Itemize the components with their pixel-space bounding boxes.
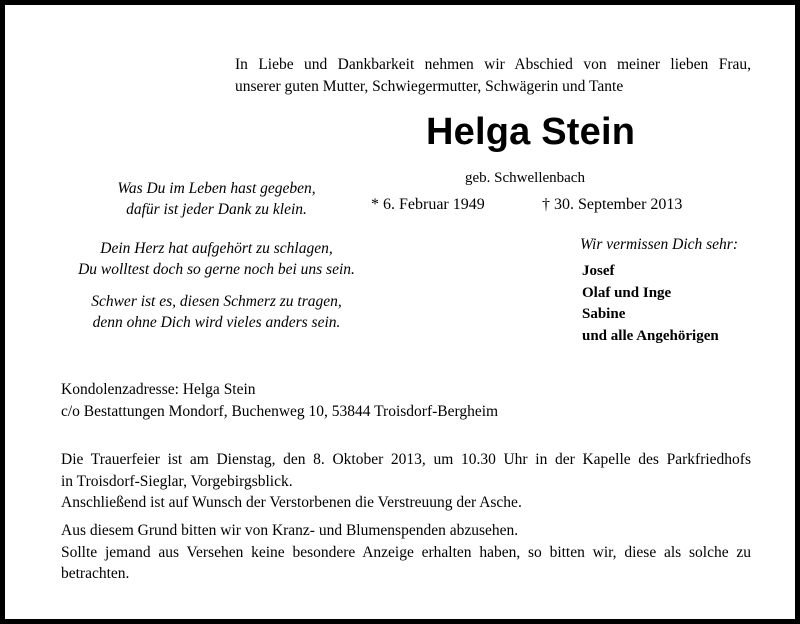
verse-2 (55, 238, 378, 280)
mourner-name: und alle Angehörigen (582, 327, 719, 344)
verse-line: dafür ist jeder Dank zu klein. (126, 201, 307, 218)
verse-3 (55, 291, 378, 333)
mourners-heading: Wir vermissen Dich sehr: (580, 236, 738, 253)
verse-line: Dein Herz hat aufgehört zu schlagen, (100, 240, 333, 257)
birth-date: * 6. Februar 1949 (371, 196, 485, 213)
mourners-list (582, 261, 719, 347)
intro-text (235, 54, 751, 98)
ceremony-details (61, 449, 751, 514)
notes-line-2: Sollte jemand aus Versehen keine besondere Anzeige erhalten haben, so bitten wir, diese als solche zu (61, 543, 751, 561)
condolence-line-1: Kondolenzadresse: Helga Stein (61, 381, 256, 398)
ceremony-line-2: in Troisdorf-Sieglar, Vorgebirgsblick. (61, 472, 293, 490)
mourner-name: Olaf und Inge (582, 284, 672, 301)
death-date: † 30. September 2013 (542, 196, 683, 213)
ceremony-line-1: Die Trauerfeier ist am Dienstag, den 8. Oktober 2013, um 10.30 Uhr in der Kapelle des Parkfriedhofs (61, 451, 751, 468)
verse-line: denn ohne Dich wird vieles anders sein. (92, 314, 341, 331)
verse-line: Du wolltest doch so gerne noch bei uns sein. (78, 261, 355, 278)
notes-line-3: betrachten. (61, 565, 130, 582)
notes-line-1: Aus diesem Grund bitten wir von Kranz- und Blumenspenden abzusehen. (61, 522, 519, 539)
verse-1 (55, 178, 378, 220)
maiden-name: geb. Schwellenbach (465, 170, 585, 186)
condolence-line-2: c/o Bestattungen Mondorf, Buchenweg 10, 53844 Troisdorf-Bergheim (61, 402, 499, 420)
verse-line: Schwer ist es, diesen Schmerz zu tragen, (91, 293, 342, 310)
intro-line-1: In Liebe und Dankbarkeit nehmen wir Abschied von meiner lieben Frau, (235, 56, 751, 73)
closing-notes (61, 520, 751, 585)
ceremony-line-3: Anschließend ist auf Wunsch der Verstorbenen die Verstreuung der Asche. (61, 494, 522, 511)
mourner-name: Sabine (582, 306, 626, 322)
mourner-name: Josef (582, 263, 615, 279)
verse-line: Was Du im Leben hast gegeben, (117, 180, 316, 197)
condolence-address (61, 379, 498, 422)
deceased-name: Helga Stein (426, 111, 636, 153)
intro-line-2: unserer guten Mutter, Schwiegermutter, Schwägerin und Tante (235, 78, 624, 95)
